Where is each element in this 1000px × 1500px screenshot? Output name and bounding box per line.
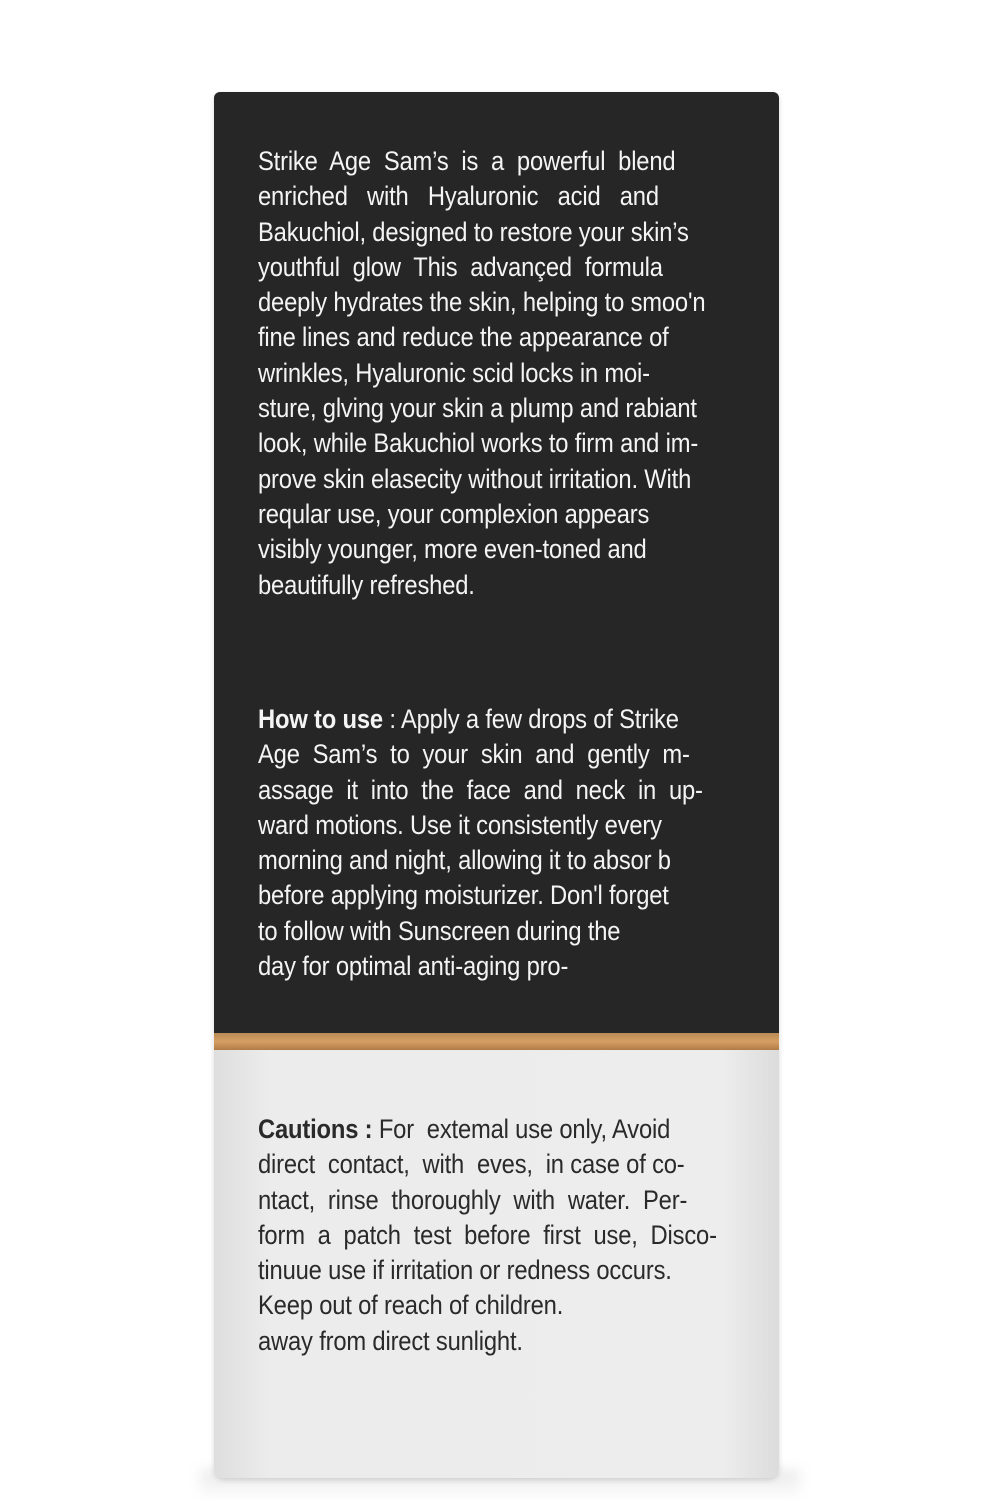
cautions-line: direct contact, with eves, in case of co- xyxy=(258,1149,685,1180)
cautions-text xyxy=(258,1112,779,1359)
cautions-line xyxy=(258,1112,717,1147)
description-line: visibly younger, more even-toned and xyxy=(258,534,647,565)
how-to-use-line: assage it into the face and neck in up- xyxy=(258,774,703,805)
description-line: Bakuchiol, designed to restore your skin’s xyxy=(258,216,689,247)
description-line: deeply hydrates the skin, helping to smoo'n xyxy=(258,287,706,318)
cautions-first-line: For extemal use only, Avoid xyxy=(372,1114,671,1144)
description-text xyxy=(258,144,766,603)
description-line: Strike Age Sam’s is a powerful blend xyxy=(258,146,676,176)
cautions-line: tinuue use if irritation or redness occurs. xyxy=(258,1255,672,1286)
description-line: enriched with Hyaluronic acid and xyxy=(258,181,659,212)
dark-panel xyxy=(214,92,779,1033)
description-line: sture, glving your skin a plump and rabiant xyxy=(258,393,697,424)
light-panel xyxy=(214,1050,779,1478)
cautions-line: form a patch test before first use, Disco- xyxy=(258,1219,717,1250)
description-line: youthful glow This advançed formula xyxy=(258,251,663,282)
how-to-use-line: ward motions. Use it consistently every xyxy=(258,809,662,840)
how-to-use-line: day for optimal anti-aging pro- xyxy=(258,951,569,982)
how-to-use-text xyxy=(258,702,763,984)
cautions-line: Keep out of reach of children. xyxy=(258,1290,564,1321)
how-to-use-line: before applying moisturizer. Don'l forget xyxy=(258,880,669,911)
description-line: beautifully refreshed. xyxy=(258,569,475,600)
cautions-label: Cautions : xyxy=(258,1114,373,1144)
description-line: look, while Bakuchiol works to firm and im- xyxy=(258,428,699,459)
how-to-use-line: morning and night, allowing it to absor b xyxy=(258,845,671,876)
cautions-line: away from direct sunlight. xyxy=(258,1325,523,1356)
description-line: wrinkles, Hyaluronic scid locks in moi- xyxy=(258,357,650,388)
copper-band xyxy=(214,1033,779,1050)
how-to-use-label: How to use xyxy=(258,704,383,734)
product-box xyxy=(214,92,779,1478)
how-to-use-line xyxy=(258,702,703,737)
description-line: prove skin elasecity without irritation. With xyxy=(258,463,692,494)
how-to-use-first-line: : Apply a few drops of Strike xyxy=(382,704,679,734)
how-to-use-line: Age Sam’s to your skin and gently m- xyxy=(258,739,690,770)
cautions-line: ntact, rinse thoroughly with water. Per- xyxy=(258,1184,688,1215)
description-line: reqular use, your complexion appears xyxy=(258,498,650,529)
how-to-use-line: to follow with Sunscreen during the xyxy=(258,915,621,946)
description-line: fine lines and reduce the appearance of xyxy=(258,322,669,353)
